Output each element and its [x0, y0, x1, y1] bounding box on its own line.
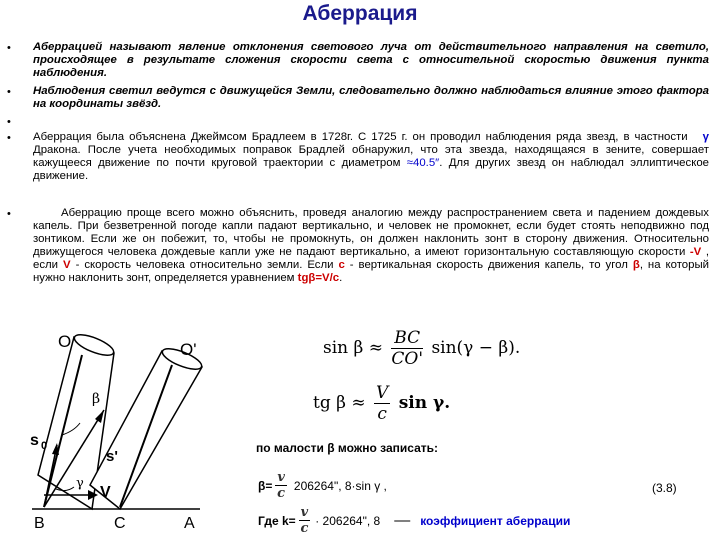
label-sprime: s' — [106, 448, 118, 465]
formula-k-fraction — [299, 505, 311, 536]
fraction-numerator: V — [376, 383, 389, 403]
label-beta: β — [92, 391, 101, 407]
formula-beta-approx — [258, 470, 387, 501]
formula-tg-lhs: tg β ≈ — [313, 393, 366, 413]
bullet: • — [7, 42, 11, 54]
tan-equation: tgβ=V/c — [297, 272, 340, 284]
formula-sin-beta — [323, 328, 520, 369]
aberration-diagram — [22, 325, 252, 540]
formula-beta-lhs: β= — [258, 478, 273, 493]
analogy-text-5: , на который нужно наклонить зонт, определяется уравнением — [33, 259, 710, 284]
analogy-text-4: - вертикальная скорость движения капель, то угол — [349, 259, 628, 271]
light-speed-c: c — [338, 259, 345, 271]
label-s0-sub: 0 — [41, 440, 48, 452]
paragraph-observations: Наблюдения светил ведутся с движущейся Земли, следовательно должно наблюдаться влияние этого фактора на координаты звёзд. — [33, 85, 709, 110]
paragraph-analogy — [33, 207, 709, 285]
formula-k — [258, 505, 570, 536]
analogy-text-6: . — [339, 272, 343, 284]
label-oprime: O' — [180, 340, 197, 359]
label-o: O — [58, 332, 72, 351]
bullet: • — [7, 208, 11, 220]
diameter-value: ≈40.5″ — [406, 157, 440, 169]
fraction-numerator: v — [277, 470, 285, 485]
fraction-numerator: BC — [391, 328, 423, 349]
gamma-symbol: γ — [702, 131, 709, 143]
analogy-text-1: Аберрацию проще всего можно объяснить, проведя аналогию между распространением света и падением дождевых капель. При безветренной погоде капли падают вертикально, и человек не промокнет, если будет стоять неподвижно под зонтиком. Если же он побежит, то, чтобы не промокнуть, он должен наклонить зонт в сторону движения. Относительно движущегося человека дождевые капли уже не падают вертикально, а имеют горизонтальную составляющую скорости — [33, 207, 709, 258]
formula-sin-lhs: sin β ≈ — [323, 338, 383, 358]
velocity-neg: -V — [689, 246, 702, 258]
paragraph-bradley — [33, 131, 709, 183]
smallness-note: по малости β можно записать: — [256, 441, 439, 455]
page-title: Аберрация — [302, 2, 418, 25]
label-b: B — [34, 515, 45, 532]
paragraph-definition: Аберрацией называют явление отклонения светового луча от действительного направления на светило, происходящее в результате сложения скорости света с относительной скоростью движения пункта наблюдения. — [33, 41, 709, 79]
label-gamma: γ — [76, 476, 84, 491]
formula-tg-beta — [313, 383, 450, 424]
formula-k-dash: — — [394, 511, 411, 529]
aberration-coefficient-term: коэффициент аберрации — [420, 513, 571, 528]
bradley-text-3: . Для других звезд он наблюдал эллиптическое движение. — [33, 157, 709, 182]
label-a: A — [184, 515, 195, 532]
formula-beta-fraction — [275, 470, 287, 501]
fraction-denominator: c — [277, 486, 286, 501]
analogy-text-2: , если — [33, 246, 709, 271]
formula-sin-fraction — [391, 328, 423, 369]
formula-sin-rhs: sin(γ − β). — [431, 338, 521, 358]
equation-number: (3.8) — [652, 481, 677, 495]
formula-k-lhs: Где k= — [258, 513, 296, 528]
bullet: • — [7, 132, 11, 144]
velocity-v: V — [63, 259, 71, 271]
bradley-text-2: Дракона. После учета необходимых поправок Брадлей обнаружил, что эта звезда, находящаяся в зените, совершает кажущееся движение по почти круговой траектории с диаметром — [33, 144, 709, 169]
analogy-text-3: - скорость человека относительно земли. Если — [75, 259, 334, 271]
fraction-denominator: CO' — [391, 349, 424, 369]
fraction-numerator: v — [300, 505, 309, 520]
label-v: V — [100, 484, 111, 501]
label-s0: s — [30, 432, 39, 449]
fraction-denominator: c — [300, 521, 309, 536]
fraction-denominator: c — [377, 404, 387, 424]
formula-tg-rhs: sin γ. — [398, 393, 451, 413]
bullet: • — [7, 116, 11, 128]
formula-tg-fraction — [374, 383, 390, 424]
bullet: • — [7, 86, 11, 98]
formula-k-rhs: · 206264", 8 — [315, 513, 381, 528]
beta-symbol: β — [632, 259, 640, 271]
formula-beta-rhs: 206264", 8·sin γ , — [293, 478, 387, 493]
label-c: C — [114, 515, 126, 532]
bradley-text-1: Аберрация была объяснена Джеймсом Брадлеем в 1728г. С 1725 г. он проводил наблюдения ряда звезд, в частности — [33, 131, 688, 143]
